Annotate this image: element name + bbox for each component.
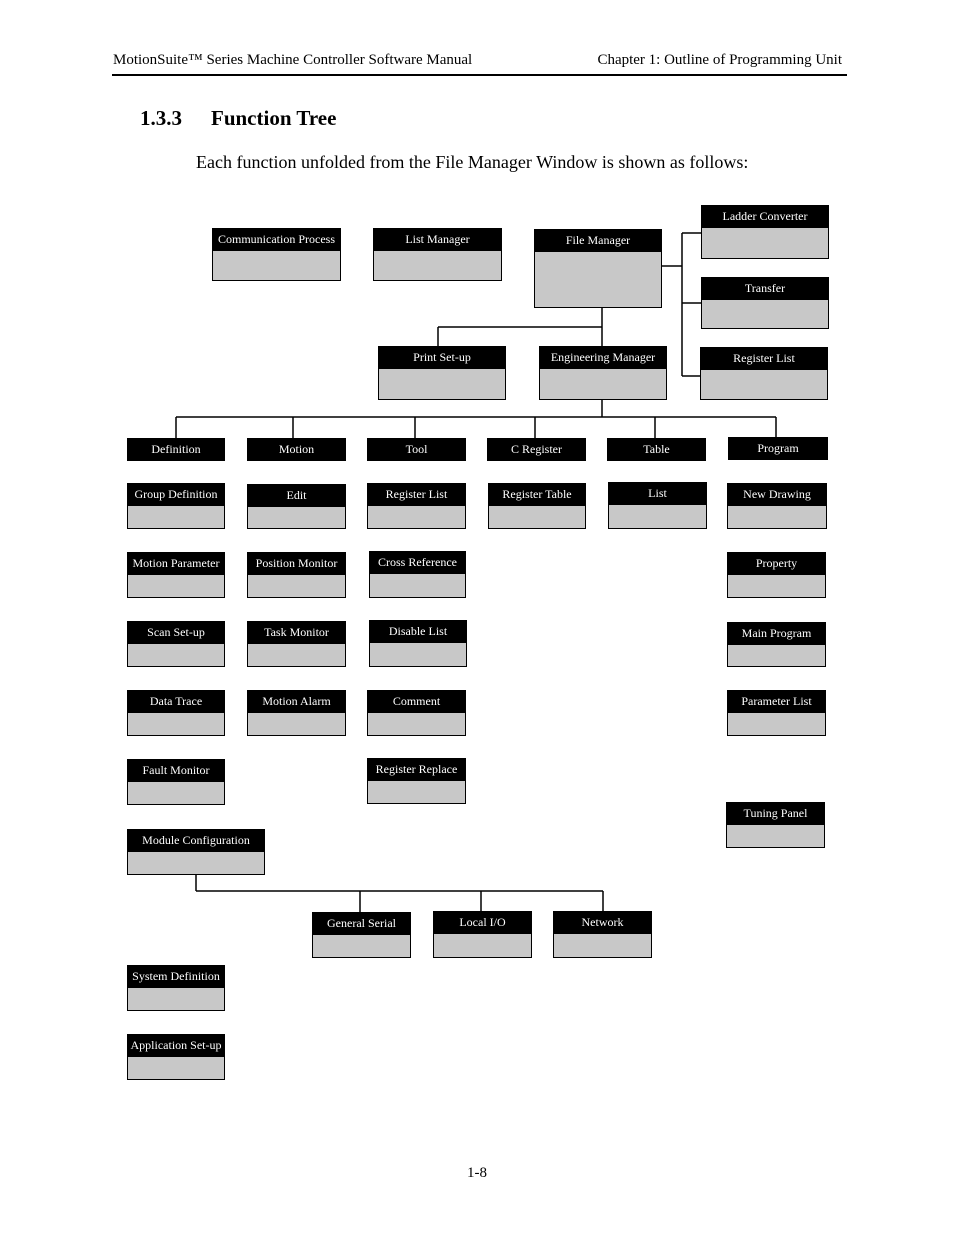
box-new-drawing (727, 483, 827, 529)
box-body (539, 369, 667, 400)
box-body (247, 644, 346, 667)
box-body (367, 781, 466, 804)
box-body (127, 782, 225, 805)
box-label: Communication Process (212, 228, 341, 251)
box-label: Task Monitor (247, 621, 346, 644)
box-transfer (701, 277, 829, 329)
box-label: Position Monitor (247, 552, 346, 575)
box-label: New Drawing (727, 483, 827, 506)
box-disable-list (369, 620, 467, 667)
box-fault-monitor (127, 759, 225, 805)
section-title: Function Tree (211, 106, 337, 130)
box-motion-alarm (247, 690, 346, 736)
box-body (247, 713, 346, 736)
box-body (701, 228, 829, 259)
box-label: Register List (700, 347, 828, 370)
box-label: C Register (487, 438, 586, 461)
box-register-list-tool (367, 483, 466, 529)
page-number: 1-8 (467, 1165, 487, 1181)
box-label: Ladder Converter (701, 205, 829, 228)
box-local-io (433, 911, 532, 958)
box-print-setup (378, 346, 506, 400)
box-body (727, 713, 826, 736)
box-list-manager (373, 228, 502, 281)
box-tool (367, 438, 466, 461)
box-label: Register List (367, 483, 466, 506)
box-label: Register Table (488, 483, 586, 506)
box-label: Transfer (701, 277, 829, 300)
box-body (127, 713, 225, 736)
box-position-monitor (247, 552, 346, 598)
box-label: List (608, 482, 707, 505)
box-label: System Definition (127, 965, 225, 988)
box-engineering-manager (539, 346, 667, 400)
box-label: Application Set-up (127, 1034, 225, 1057)
box-definition (127, 438, 225, 461)
box-scan-setup (127, 621, 225, 667)
box-body (373, 251, 502, 281)
box-label: Data Trace (127, 690, 225, 713)
box-body (312, 935, 411, 958)
box-body (369, 574, 466, 598)
box-label: Parameter List (727, 690, 826, 713)
box-register-replace (367, 758, 466, 804)
box-cross-reference (369, 551, 466, 598)
box-body (727, 506, 827, 529)
box-label: Motion (247, 438, 346, 461)
box-motion (247, 438, 346, 461)
box-body (127, 506, 225, 529)
box-group-definition (127, 483, 225, 529)
box-body (726, 825, 825, 848)
box-label: Disable List (369, 620, 467, 643)
box-ladder-converter (701, 205, 829, 259)
box-tuning-panel (726, 802, 825, 848)
box-body (212, 251, 341, 281)
box-body (727, 645, 826, 667)
box-body (127, 852, 265, 875)
box-body (727, 575, 826, 598)
box-comment (367, 690, 466, 736)
box-body (367, 506, 466, 529)
box-label: Network (553, 911, 652, 934)
box-label: Edit (247, 484, 346, 507)
box-register-table (488, 483, 586, 529)
box-body (608, 505, 707, 529)
box-label: Table (607, 438, 706, 461)
box-property (727, 552, 826, 598)
box-main-program (727, 622, 826, 667)
box-label: Motion Alarm (247, 690, 346, 713)
box-label: Fault Monitor (127, 759, 225, 782)
box-body (488, 506, 586, 529)
box-task-monitor (247, 621, 346, 667)
box-parameter-list (727, 690, 826, 736)
box-body (369, 643, 467, 667)
box-program (728, 437, 828, 460)
box-label: Tool (367, 438, 466, 461)
box-label: Main Program (727, 622, 826, 645)
box-label: Print Set-up (378, 346, 506, 369)
section-number: 1.3.3 (140, 106, 182, 130)
box-body (127, 1057, 225, 1080)
box-label: Register Replace (367, 758, 466, 781)
box-body (127, 988, 225, 1011)
box-body (700, 370, 828, 400)
box-label: Motion Parameter (127, 552, 225, 575)
box-body (433, 934, 532, 958)
box-label: List Manager (373, 228, 502, 251)
box-list (608, 482, 707, 529)
box-label: Cross Reference (369, 551, 466, 574)
box-edit (247, 484, 346, 529)
box-label: Module Configuration (127, 829, 265, 852)
header-manual-title: MotionSuite™ Series Machine Controller Software Manual (113, 52, 473, 68)
box-body (247, 507, 346, 529)
header-chapter-title: Chapter 1: Outline of Programming Unit (597, 52, 842, 68)
box-body (247, 575, 346, 598)
box-label: Group Definition (127, 483, 225, 506)
box-data-trace (127, 690, 225, 736)
box-general-serial (312, 912, 411, 958)
box-network (553, 911, 652, 958)
box-label: Tuning Panel (726, 802, 825, 825)
box-application-setup (127, 1034, 225, 1080)
box-file-manager (534, 229, 662, 308)
box-label: Definition (127, 438, 225, 461)
box-c-register (487, 438, 586, 461)
box-label: General Serial (312, 912, 411, 935)
box-motion-parameter (127, 552, 225, 598)
box-body (378, 369, 506, 400)
intro-paragraph: Each function unfolded from the File Manager Window is shown as follows: (196, 152, 749, 172)
box-label: Local I/O (433, 911, 532, 934)
box-label: Engineering Manager (539, 346, 667, 369)
box-module-configuration (127, 829, 265, 875)
box-body (367, 713, 466, 736)
box-label: Property (727, 552, 826, 575)
box-body (534, 252, 662, 308)
box-label: File Manager (534, 229, 662, 252)
box-body (127, 644, 225, 667)
box-label: Scan Set-up (127, 621, 225, 644)
box-body (553, 934, 652, 958)
box-label: Comment (367, 690, 466, 713)
box-system-definition (127, 965, 225, 1011)
box-body (127, 575, 225, 598)
box-table (607, 438, 706, 461)
box-body (701, 300, 829, 329)
box-communication-process (212, 228, 341, 281)
box-register-list-fm (700, 347, 828, 400)
box-label: Program (728, 437, 828, 460)
